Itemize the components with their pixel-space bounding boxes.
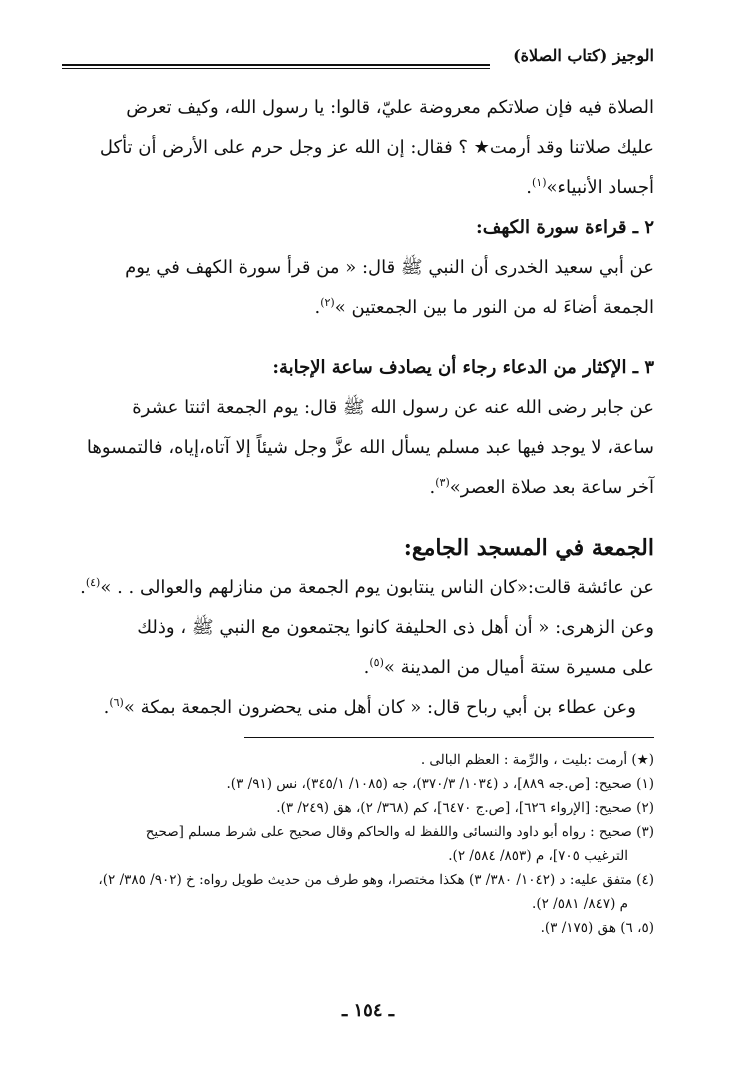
body-line: عن عائشة قالت:«كان الناس ينتابون يوم الجمعة من منازلهم والعوالى . . »$^{(٤)}$.	[80, 576, 654, 598]
page-number: ـ ١٥٤ ـ	[341, 1000, 395, 1021]
body-line: عن جابر رضى الله عنه عن رسول الله ﷺ قال: يوم الجمعة اثنتا عشرة	[132, 397, 654, 418]
running-head	[62, 44, 654, 78]
main-text	[62, 88, 654, 728]
body-line: عن أبي سعيد الخدرى أن النبي ﷺ قال: « من قرأ سورة الكهف في يوم	[125, 257, 654, 278]
body-text: الجمعة أضاءَ له من النور ما بين الجمعتين »	[334, 297, 654, 318]
footnote-ref: (٤)	[85, 576, 101, 589]
body-text: أجساد الأنبياء»	[546, 177, 654, 198]
footnote-star: (★) أرمت :بليت ، والرِّمة : العظم البالى .	[420, 752, 654, 768]
footnote-3-cont: الترغيب ٧٠٥]، م (٨٥٣/ ٥٨٤/ ٢).	[448, 848, 628, 864]
body-line: الصلاة فيه فإن صلاتكم معروضة عليّ، قالوا: يا رسول الله، وكيف تعرض	[126, 97, 654, 118]
running-title: الوجيز (كتاب الصلاة)	[513, 46, 654, 65]
body-line: وعن الزهرى: « أن أهل ذى الحليفة كانوا يجتمعون مع النبي ﷺ ، وذلك	[137, 617, 654, 638]
footnote-2: (٢) صحيح: [الإرواء ٦٢٦]، [ص.ج ٦٤٧٠]، كم (٣٦٨/ ٢)، هق (٢٤٩/ ٣).	[276, 800, 654, 816]
heading-dua: ٣ ـ الإكثار من الدعاء رجاء أن يصادف ساعة الإجابة:	[272, 357, 654, 378]
footnote-3: (٣) صحيح : رواه أبو داود والنسائى واللفظ له والحاكم وقال صحيح على شرط مسلم [صحيح	[145, 824, 654, 840]
footnote-4: (٤) متفق عليه: د (١٠٤٢/ ٣٨٠/ ٣) هكذا مختصرا، وهو طرف من حديث طويل رواه: خ (٩٠٢/ ٣٨٥/ ٢)،	[98, 872, 654, 888]
body-line: وعن عطاء بن أبي رباح قال: « كان أهل منى يحضرون الجمعة بمكة »$^{(٦)}$.	[103, 696, 636, 718]
body-line: على مسيرة ستة أميال من المدينة »$^{(٥)}$.	[363, 656, 654, 678]
footnote-separator	[244, 737, 654, 738]
footnote-5-6: (٥، ٦) هق (١٧٥/ ٣).	[540, 920, 654, 936]
footnote-ref: (٣)	[435, 476, 450, 489]
running-head-rule	[62, 64, 490, 69]
body-text: عن عائشة قالت:«كان الناس ينتابون يوم الجمعة من منازلهم والعوالى . . »	[100, 577, 654, 598]
body-line: آخر ساعة بعد صلاة العصر»$^{(٣)}$.	[429, 476, 654, 498]
footnotes	[54, 748, 654, 940]
body-line: عليك صلاتنا وقد أرمت★ ؟ فقال: إن الله عز وجل حرم على الأرض أن تأكل	[99, 137, 654, 158]
footnote-4-cont: م (٨٤٧/ ٥٨١/ ٢).	[532, 896, 628, 912]
body-line: ساعة، لا يوجد فيها عبد مسلم يسأل الله عزَّ وجل شيئاً إلا آتاه،إياه، فالتمسوها	[86, 437, 654, 458]
heading-read-kahf: ٢ ـ قراءة سورة الكهف:	[476, 217, 654, 238]
body-line: أجساد الأنبياء»$^{(١)}$.	[526, 176, 654, 198]
body-text: وعن عطاء بن أبي رباح قال: « كان أهل منى يحضرون الجمعة بمكة »	[123, 697, 636, 718]
body-text: على مسيرة ستة أميال من المدينة »	[383, 657, 654, 678]
body-text: آخر ساعة بعد صلاة العصر»	[449, 477, 654, 498]
footnote-ref: (٥)	[369, 656, 384, 669]
footnote-ref: (١)	[531, 176, 547, 189]
footnote-ref: (٢)	[320, 296, 335, 309]
footnote-1: (١) صحيح: [ص.جه ٨٨٩]، د (١٠٣٤/ ٣٧٠/٣)، جه (١٠٨٥/ ٣٤٥/١)، نس (٩١/ ٣).	[226, 776, 654, 792]
body-line: الجمعة أضاءَ له من النور ما بين الجمعتين »$^{(٢)}$.	[314, 296, 654, 318]
section-title: الجمعة في المسجد الجامع:	[403, 535, 654, 561]
footnote-ref: (٦)	[109, 696, 124, 709]
